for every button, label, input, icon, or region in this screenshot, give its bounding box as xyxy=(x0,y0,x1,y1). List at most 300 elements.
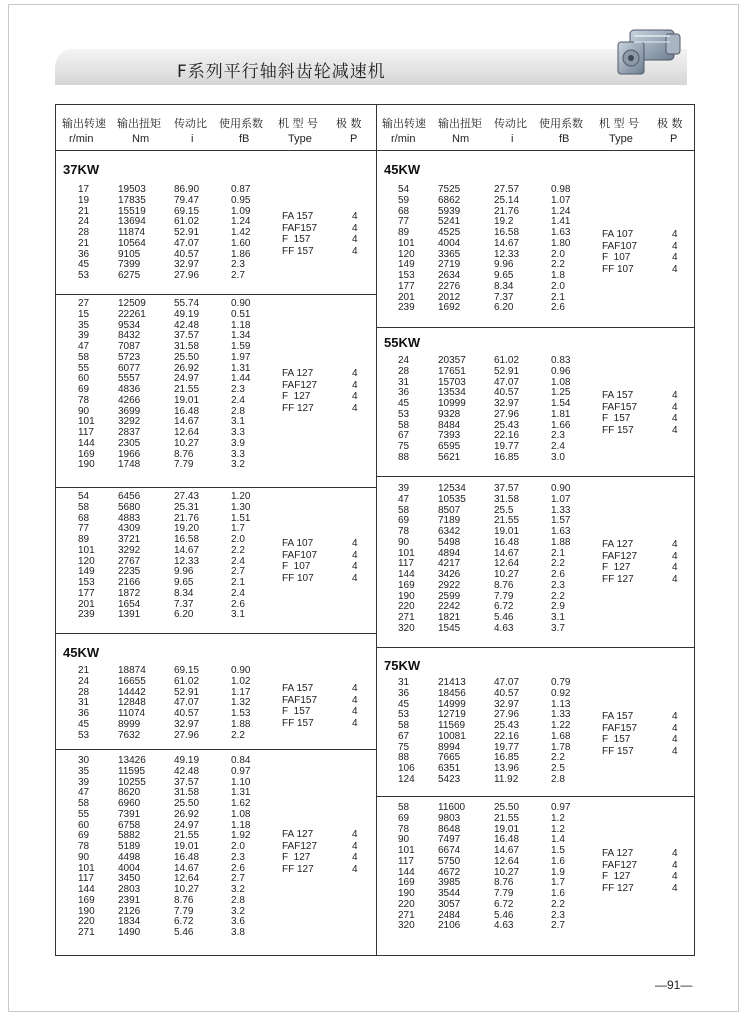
speed-cell: 35 xyxy=(78,319,90,331)
fb-cell: 2.3 xyxy=(231,851,245,863)
torque-cell: 7391 xyxy=(118,808,141,820)
type-row xyxy=(282,829,376,841)
speed-cell: 190 xyxy=(78,905,95,917)
torque-cell: 16655 xyxy=(118,675,146,687)
torque-cell: 1545 xyxy=(438,622,461,634)
table-row xyxy=(56,460,376,471)
table-row xyxy=(56,600,376,611)
ratio-cell: 26.92 xyxy=(174,362,200,374)
table-row xyxy=(56,778,376,789)
speed-cell: 39 xyxy=(78,330,90,342)
speed-cell: 220 xyxy=(78,916,95,928)
torque-cell: 1748 xyxy=(118,459,141,471)
table-row xyxy=(376,282,696,293)
fb-cell: 1.18 xyxy=(231,319,251,331)
block-divider xyxy=(376,327,694,328)
torque-cell: 13426 xyxy=(118,755,146,766)
ratio-cell: 5.46 xyxy=(174,927,194,938)
ratio-cell: 14.67 xyxy=(174,862,200,874)
fb-cell: 1.51 xyxy=(231,512,251,524)
torque-cell: 5557 xyxy=(118,373,141,385)
fb-cell: 2.7 xyxy=(231,566,245,578)
fb-cell: 1.42 xyxy=(231,227,251,238)
speed-cell: 220 xyxy=(398,898,415,910)
torque-cell: 5621 xyxy=(438,451,461,463)
block-divider xyxy=(376,476,694,477)
ratio-cell: 47.07 xyxy=(494,376,520,388)
torque-cell: 6456 xyxy=(118,491,141,502)
speed-cell: 101 xyxy=(78,416,95,428)
type-code: FA 157 xyxy=(282,211,314,222)
fb-cell: 1.13 xyxy=(551,698,571,710)
type-row xyxy=(282,561,376,573)
speed-cell: 45 xyxy=(398,398,410,409)
ratio-cell: 8.76 xyxy=(174,894,194,906)
ratio-cell: 32.97 xyxy=(494,698,520,710)
ratio-cell: 16.48 xyxy=(494,536,520,548)
ratio-cell: 55.74 xyxy=(174,298,200,309)
speed-cell: 58 xyxy=(398,802,410,813)
block-divider xyxy=(56,487,376,488)
torque-cell: 4498 xyxy=(118,851,141,863)
pole-count: 4 xyxy=(352,561,358,572)
type-code: FF 107 xyxy=(282,572,314,584)
fb-cell: 1.24 xyxy=(231,216,251,228)
torque-cell: 4672 xyxy=(438,866,461,878)
speed-cell: 36 xyxy=(398,387,410,399)
speed-cell: 54 xyxy=(398,184,410,195)
torque-cell: 2634 xyxy=(438,270,461,281)
type-code: FA 107 xyxy=(282,538,314,549)
pole-count: 4 xyxy=(672,711,678,722)
type-row xyxy=(282,223,376,235)
pole-count: 4 xyxy=(352,852,358,863)
type-row xyxy=(602,539,696,551)
table-row xyxy=(376,356,696,367)
ratio-cell: 14.67 xyxy=(494,547,520,559)
speed-cell: 149 xyxy=(398,259,415,271)
fb-cell: 1.60 xyxy=(231,237,251,249)
speed-cell: 124 xyxy=(398,773,415,785)
torque-cell: 8620 xyxy=(118,787,141,799)
torque-cell: 1966 xyxy=(118,448,141,460)
table-row xyxy=(56,799,376,810)
torque-cell: 7525 xyxy=(438,184,461,195)
section-title-75kw: 75KW xyxy=(384,658,421,673)
ratio-cell: 40.57 xyxy=(494,387,520,399)
torque-cell: 6342 xyxy=(438,526,461,537)
fb-cell: 1.08 xyxy=(551,376,571,388)
ratio-cell: 25.14 xyxy=(494,194,520,206)
speed-cell: 59 xyxy=(398,194,410,206)
speed-cell: 21 xyxy=(78,205,90,217)
pole-count: 4 xyxy=(352,572,358,584)
table-row xyxy=(56,589,376,600)
type-block xyxy=(602,390,696,436)
ratio-cell: 42.48 xyxy=(174,319,200,331)
block-divider xyxy=(376,796,694,797)
speed-cell: 89 xyxy=(78,534,90,545)
type-block xyxy=(282,829,376,875)
ratio-cell: 86.90 xyxy=(174,184,200,195)
speed-cell: 88 xyxy=(398,451,410,463)
torque-cell: 2767 xyxy=(118,555,141,567)
ratio-cell: 12.64 xyxy=(494,855,520,867)
ratio-cell: 22.16 xyxy=(494,730,520,742)
pole-count: 4 xyxy=(352,211,358,222)
fb-cell: 1.07 xyxy=(551,194,571,206)
torque-cell: 17651 xyxy=(438,365,466,377)
torque-cell: 4266 xyxy=(118,394,141,406)
type-row xyxy=(282,380,376,392)
torque-cell: 15519 xyxy=(118,205,146,217)
ratio-cell: 7.79 xyxy=(494,888,514,899)
speed-cell: 58 xyxy=(78,501,90,513)
table-row xyxy=(56,896,376,907)
table-row xyxy=(376,911,696,922)
type-code: FA 127 xyxy=(602,539,634,550)
speed-cell: 149 xyxy=(78,566,95,578)
fb-cell: 2.3 xyxy=(551,579,565,591)
fb-cell: 0.95 xyxy=(231,194,251,206)
table-row xyxy=(376,803,696,814)
type-row xyxy=(282,538,376,550)
fb-cell: 2.4 xyxy=(231,587,245,599)
fb-cell: 2.0 xyxy=(231,534,245,545)
type-code: FF 157 xyxy=(282,245,314,257)
fb-cell: 3.0 xyxy=(551,451,565,463)
torque-cell: 5750 xyxy=(438,855,461,867)
torque-cell: 1490 xyxy=(118,927,141,938)
table-row xyxy=(56,731,376,742)
type-code: FAF127 xyxy=(282,840,318,852)
fb-cell: 2.1 xyxy=(551,547,565,559)
type-code: FF 157 xyxy=(602,424,634,436)
ratio-cell: 49.19 xyxy=(174,308,200,320)
fb-cell: 1.30 xyxy=(231,501,251,513)
speed-cell: 35 xyxy=(78,765,90,777)
fb-cell: 2.2 xyxy=(551,898,565,910)
pole-count: 4 xyxy=(352,863,358,875)
table-row xyxy=(56,353,376,364)
fb-cell: 2.1 xyxy=(551,291,565,303)
torque-cell: 9328 xyxy=(438,408,461,420)
type-row xyxy=(282,695,376,707)
speed-cell: 30 xyxy=(78,755,90,766)
page-number: —91— xyxy=(655,978,693,992)
torque-cell: 7399 xyxy=(118,259,141,271)
table-row xyxy=(56,331,376,342)
type-code: FA 157 xyxy=(602,711,634,722)
performance-table xyxy=(55,104,695,956)
type-row xyxy=(602,848,696,860)
pole-count: 4 xyxy=(672,562,678,573)
ratio-cell: 14.67 xyxy=(494,237,520,249)
ratio-cell: 6.20 xyxy=(494,302,514,314)
type-block xyxy=(602,539,696,585)
header-type: 机 型 号 xyxy=(278,117,318,130)
torque-cell: 12509 xyxy=(118,298,146,309)
header-output-torque: 输出扭矩 xyxy=(117,117,161,130)
fb-cell: 2.7 xyxy=(551,920,565,932)
torque-cell: 3365 xyxy=(438,248,461,260)
torque-cell: 2106 xyxy=(438,920,461,932)
torque-cell: 7189 xyxy=(438,515,461,527)
ratio-cell: 25.5 xyxy=(494,504,514,516)
ratio-cell: 19.01 xyxy=(174,841,200,852)
table-row xyxy=(376,527,696,538)
fb-cell: 1.07 xyxy=(551,493,571,505)
pole-count: 4 xyxy=(352,234,358,245)
type-code: FF 127 xyxy=(602,573,634,585)
fb-cell: 1.57 xyxy=(551,515,571,527)
type-code: F 127 xyxy=(602,871,631,882)
torque-cell: 5498 xyxy=(438,536,461,548)
fb-cell: 2.3 xyxy=(231,384,245,395)
speed-cell: 39 xyxy=(78,776,90,788)
fb-cell: 2.7 xyxy=(231,270,245,281)
ratio-cell: 21.55 xyxy=(174,830,200,842)
pole-count: 4 xyxy=(672,573,678,585)
speed-cell: 58 xyxy=(78,351,90,363)
pole-count: 4 xyxy=(352,391,358,402)
type-row xyxy=(282,550,376,562)
torque-cell: 10081 xyxy=(438,730,466,742)
type-code: F 157 xyxy=(282,706,311,717)
section-title-45kw: 45KW xyxy=(63,645,100,660)
type-code: FF 107 xyxy=(602,263,634,275)
torque-cell: 14999 xyxy=(438,698,466,710)
speed-cell: 68 xyxy=(78,512,90,524)
unit-poles: P xyxy=(350,133,358,145)
table-row xyxy=(376,921,696,932)
speed-cell: 153 xyxy=(78,577,95,588)
speed-cell: 58 xyxy=(78,798,90,809)
speed-cell: 77 xyxy=(398,216,410,228)
type-block xyxy=(282,538,376,584)
speed-cell: 320 xyxy=(398,920,415,932)
speed-cell: 101 xyxy=(78,862,95,874)
torque-cell: 9105 xyxy=(118,248,141,260)
fb-cell: 1.02 xyxy=(231,675,251,687)
type-row xyxy=(602,723,696,735)
ratio-cell: 19.01 xyxy=(174,394,200,406)
fb-cell: 3.1 xyxy=(231,416,245,428)
torque-cell: 1391 xyxy=(118,609,141,621)
speed-cell: 271 xyxy=(398,909,415,921)
torque-cell: 7632 xyxy=(118,729,141,741)
torque-cell: 13534 xyxy=(438,387,466,399)
table-row xyxy=(376,814,696,825)
torque-cell: 11569 xyxy=(438,720,466,731)
fb-cell: 1.32 xyxy=(231,697,251,709)
torque-cell: 4894 xyxy=(438,547,461,559)
fb-cell: 1.33 xyxy=(551,709,571,721)
fb-cell: 0.79 xyxy=(551,677,571,688)
fb-cell: 1.4 xyxy=(551,834,565,846)
table-row xyxy=(56,260,376,271)
fb-cell: 2.6 xyxy=(231,598,245,610)
table-row xyxy=(376,453,696,464)
speed-cell: 28 xyxy=(398,365,410,377)
pole-count: 4 xyxy=(672,424,678,436)
speed-cell: 36 xyxy=(398,687,410,699)
torque-cell: 2803 xyxy=(118,884,141,895)
ratio-cell: 26.92 xyxy=(174,808,200,820)
type-row xyxy=(602,871,696,883)
ratio-cell: 21.55 xyxy=(494,515,520,527)
ratio-cell: 21.76 xyxy=(494,205,520,217)
speed-cell: 90 xyxy=(398,834,410,846)
torque-cell: 6077 xyxy=(118,362,141,374)
fb-cell: 3.1 xyxy=(551,612,565,623)
ratio-cell: 40.57 xyxy=(494,687,520,699)
table-row xyxy=(56,666,376,677)
ratio-cell: 9.96 xyxy=(174,566,194,578)
torque-cell: 6862 xyxy=(438,194,461,206)
type-row xyxy=(282,841,376,853)
ratio-cell: 16.85 xyxy=(494,451,520,463)
pole-count: 4 xyxy=(672,722,678,734)
table-row xyxy=(56,428,376,439)
torque-cell: 2242 xyxy=(438,601,461,613)
torque-cell: 13694 xyxy=(118,216,146,228)
table-row xyxy=(376,602,696,613)
torque-cell: 1692 xyxy=(438,302,461,314)
fb-cell: 1.2 xyxy=(551,812,565,824)
ratio-cell: 21.55 xyxy=(174,384,200,395)
table-row xyxy=(56,439,376,450)
section-title-45kw: 45KW xyxy=(384,162,421,177)
speed-cell: 88 xyxy=(398,752,410,764)
type-row xyxy=(602,746,696,758)
pole-count: 4 xyxy=(672,871,678,882)
ratio-cell: 31.58 xyxy=(174,787,200,799)
torque-cell: 6674 xyxy=(438,845,461,856)
table-row xyxy=(56,907,376,918)
speed-cell: 169 xyxy=(398,877,415,889)
torque-cell: 8648 xyxy=(438,823,461,835)
ratio-cell: 69.15 xyxy=(174,205,200,217)
fb-cell: 1.7 xyxy=(231,523,245,535)
type-row xyxy=(282,573,376,585)
fb-cell: 0.84 xyxy=(231,755,251,766)
table-row xyxy=(376,495,696,506)
table-row xyxy=(376,835,696,846)
speed-cell: 117 xyxy=(78,427,94,438)
pole-count: 4 xyxy=(352,840,358,852)
section-title-55kw: 55KW xyxy=(384,335,421,350)
speed-cell: 320 xyxy=(398,622,415,634)
fb-cell: 1.7 xyxy=(551,877,565,889)
ratio-cell: 8.76 xyxy=(494,877,514,889)
pole-count: 4 xyxy=(672,229,678,240)
type-row xyxy=(282,246,376,258)
torque-cell: 12848 xyxy=(118,697,146,709)
torque-cell: 8484 xyxy=(438,419,461,431)
ratio-cell: 6.20 xyxy=(174,609,194,621)
speed-cell: 190 xyxy=(78,459,95,471)
ratio-cell: 27.96 xyxy=(174,270,200,281)
ratio-cell: 16.85 xyxy=(494,752,520,764)
type-code: FAF107 xyxy=(602,240,638,252)
pole-count: 4 xyxy=(672,848,678,859)
fb-cell: 1.33 xyxy=(551,504,571,516)
type-code: F 157 xyxy=(602,413,631,424)
type-code: FF 127 xyxy=(602,882,634,894)
ratio-cell: 25.50 xyxy=(174,351,200,363)
speed-cell: 58 xyxy=(398,504,410,516)
type-block xyxy=(602,848,696,894)
torque-cell: 8432 xyxy=(118,330,141,342)
pole-count: 4 xyxy=(672,859,678,871)
torque-cell: 10564 xyxy=(118,237,146,249)
unit-type-right: Type xyxy=(609,133,633,145)
speed-cell: 58 xyxy=(398,419,410,431)
table-row xyxy=(376,442,696,453)
ratio-cell: 12.64 xyxy=(494,558,520,570)
speed-cell: 21 xyxy=(78,237,90,249)
speed-cell: 201 xyxy=(398,291,415,303)
type-code: FAF157 xyxy=(602,401,638,413)
speed-cell: 239 xyxy=(78,609,95,621)
torque-cell: 2484 xyxy=(438,909,461,921)
torque-cell: 3426 xyxy=(438,569,461,580)
fb-cell: 1.78 xyxy=(551,741,571,753)
table-row xyxy=(56,767,376,778)
ratio-cell: 16.58 xyxy=(494,227,520,238)
type-code: FAF157 xyxy=(602,722,638,734)
torque-cell: 19503 xyxy=(118,184,146,195)
fb-cell: 1.34 xyxy=(231,330,251,342)
fb-cell: 1.54 xyxy=(551,398,571,409)
table-row xyxy=(376,689,696,700)
ratio-cell: 25.43 xyxy=(494,720,520,731)
torque-cell: 3699 xyxy=(118,405,141,417)
fb-cell: 3.7 xyxy=(551,622,565,634)
type-code: FAF127 xyxy=(602,550,638,562)
torque-cell: 5241 xyxy=(438,216,461,228)
type-code: F 127 xyxy=(282,852,311,863)
speed-cell: 58 xyxy=(398,720,410,731)
speed-cell: 77 xyxy=(78,523,90,535)
ratio-cell: 21.76 xyxy=(174,512,200,524)
torque-cell: 4836 xyxy=(118,384,141,395)
header-ratio: 传动比 xyxy=(174,117,207,130)
header-poles: 极 数 xyxy=(336,117,362,130)
fb-cell: 1.59 xyxy=(231,341,251,352)
torque-cell: 3544 xyxy=(438,888,461,899)
speed-cell: 67 xyxy=(398,430,410,442)
torque-cell: 8507 xyxy=(438,504,461,516)
unit-fb-right: fB xyxy=(559,133,570,145)
torque-cell: 17835 xyxy=(118,194,146,206)
torque-cell: 1834 xyxy=(118,916,141,928)
block-divider xyxy=(56,294,376,295)
ratio-cell: 6.72 xyxy=(494,898,514,910)
pole-count: 4 xyxy=(672,240,678,252)
speed-cell: 144 xyxy=(398,866,415,878)
speed-cell: 117 xyxy=(398,855,414,867)
table-row xyxy=(376,378,696,389)
type-code: FF 157 xyxy=(602,745,634,757)
pole-count: 4 xyxy=(672,745,678,757)
fb-cell: 2.3 xyxy=(551,909,565,921)
torque-cell: 20357 xyxy=(438,355,466,366)
ratio-cell: 52.91 xyxy=(174,227,200,238)
ratio-cell: 21.55 xyxy=(494,812,520,824)
ratio-cell: 52.91 xyxy=(174,686,200,698)
